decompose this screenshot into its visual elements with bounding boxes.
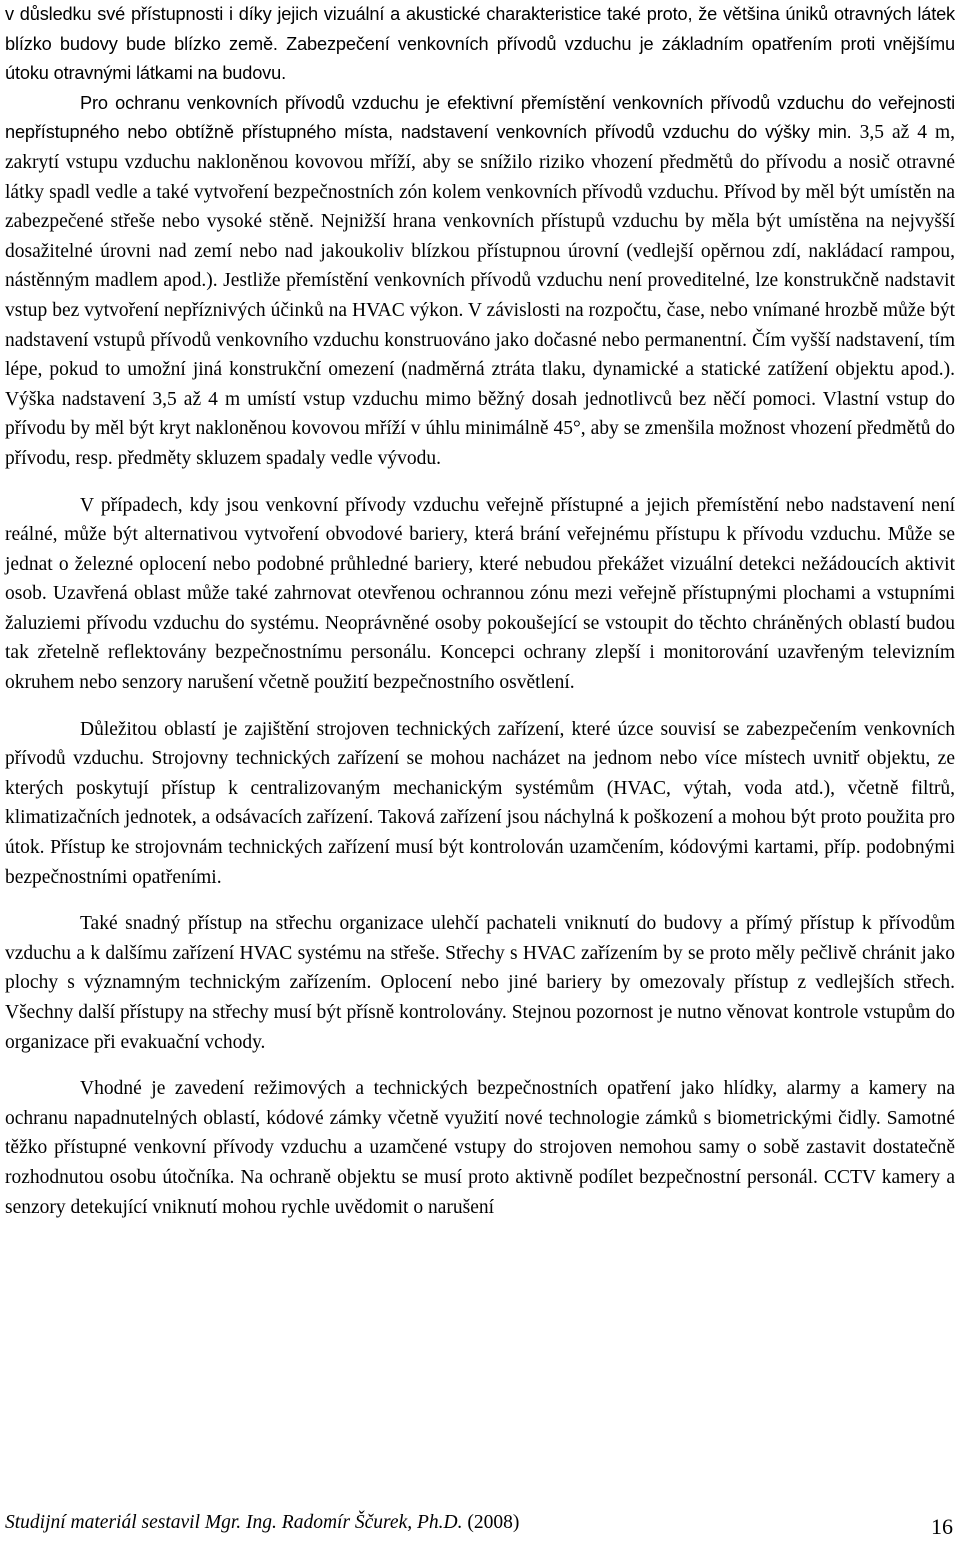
paragraph — [5, 909, 955, 1057]
paragraph-text: v důsledku své přístupnosti i díky jejich vizuální a akustické charakteristice také proto, že většina úniků otravných látek blízko budovy bude blízko země. Zabezpečení venkovních přívodů vzduchu je základním opatřením proti vnějšímu útoku otravnými látkami na budovu. — [5, 4, 955, 84]
paragraph-text: Také snadný přístup na střechu organizace ulehčí pachateli vniknutí do budovy a přímý přístup k přívodům vzduchu a k dalšímu zařízení HVAC systému na střeše. Střechy s HVAC zařízením by se proto měly pečlivě chránit jako plochy s významným technickým zařízením. Oplocení nebo jiné bariery by omezovaly přístup z vedlejších střech. Všechny další přístupy na střechy musí být přísně kontrolovány. Stejnou pozornost je nutno věnovat kontrole vstupům do organizace při evakuační vchody. — [5, 913, 955, 1053]
paragraph — [5, 89, 955, 474]
paragraph-text: Pro ochranu venkovních přívodů vzduchu je efektivní přemístění venkovních přívodů vzduchu do veřejnosti nepřístupného nebo obtížně přístupného místa, nadstavení venkovních přívodů vzduchu do výšky min. — [5, 92, 955, 143]
paragraph — [5, 715, 955, 893]
footer-year: (2008) — [467, 1512, 520, 1533]
footer-author-text: Studijní materiál sestavil Mgr. Ing. Radomír Ščurek, Ph.D. — [5, 1512, 463, 1533]
paragraph — [5, 1074, 955, 1222]
footer-author — [5, 1512, 519, 1534]
page-number: 16 — [931, 1514, 953, 1539]
body-text — [5, 0, 955, 1239]
document-page — [5, 0, 955, 1541]
paragraph-text: 3,5 až 4 m, zakrytí vstupu vzduchu nakloněnou kovovou mříží, aby se snížilo riziko vhození předmětů do přívodu a nosič otravné látky spadl vedle a také vytvoření bezpečnostních zón kolem venkovních přívodů vzduchu. Přívod by měl být umístěn na zabezpečené střeše nebo vysoké stěně. Nejnižší hrana venkovních přístupů vzduchu by měla být umístěna na nejvyšší dosažitelné úrovni nad zemí nebo nad jakoukoliv blízkou přístupnou úrovní (vedlejší opěrnou zdí, nakládací rampou, nástěnným madlem apod.). Jestliže přemístění venkovních přívodů vzduchu není proveditelné, lze konstrukčně nadstavit vstup bez vytvoření nepříznivých účinků na HVAC výkon. V závislosti na rozpočtu, čase, nebo vnímané hrozbě může být nadstavení vstupů přívodů venkovního vzduchu konstruováno jako dočasné nebo permanentní. Čím vyšší nadstavení, tím lépe, pokud to umožní jiná konstrukční omezení (nadměrná ztráta tlaku, dynamické a statické zatížení objektu apod.). Výška nadstavení 3,5 až 4 m umístí vstup vzduchu mimo běžný dosah jednotlivců bez něčí pomoci. Vlastní vstup do přívodu by měl být kryt nakloněnou kovovou mříží v úhlu minimálně 45°, aby se zmenšila možnost vhození předmětů do přívodu, resp. předměty skluzem spadaly vedle vývodu. — [5, 122, 955, 469]
paragraph — [5, 491, 955, 698]
paragraph-text: Důležitou oblastí je zajištění strojoven technických zařízení, které úzce souvisí se zabezpečením venkovních přívodů vzduchu. Strojovny technických zařízení se mohou nacházet na jednom nebo více místech uvnitř objektu, ze kterých poskytují přístup k centralizovaným mechanickým systémům (HVAC, výtah, voda atd.), včetně filtrů, klimatizačních jednotek, a odsávacích zařízení. Taková zařízení jsou náchylná k poškození a mohou být proto použita pro útok. Přístup ke strojovnám technických zařízení musí být kontrolován uzamčením, kódovými kartami, příp. podobnými bezpečnostními opatřeními. — [5, 718, 955, 888]
paragraph-text: V případech, kdy jsou venkovní přívody vzduchu veřejně přístupné a jejich přemístění nebo nadstavení není reálné, může být alternativou vytvoření obvodové bariery, která brání veřejnému přístupu k přívodu vzduchu. Může se jednat o železné oplocení nebo podobné průhledné bariery, které nebudou překážet vizuální detekci nežádoucích aktivit osob. Uzavřená oblast může také zahrnovat otevřenou ochrannou zónu mezi veřejně přístupnými plochami a vstupními žaluziemi přívodu vzduchu do systému. Neoprávněné osoby pokoušející se vstoupit do těchto chráněných oblastí budou tak zřetelně reflektovány bezpečnostnímu personálu. Koncepci ochrany zlepší i monitorování uzavřeným televizním okruhem nebo senzory narušení včetně použití bezpečnostního osvětlení. — [5, 494, 955, 694]
paragraph-text: Vhodné je zavedení režimových a technických bezpečnostních opatření jako hlídky, alarmy a kamery na ochranu napadnutelných oblastí, kódové zámky včetně využití nové technologie zámků s biometrickými čidly. Samotné těžko přístupné venkovní přívody vzduchu a uzamčené vstupy do strojoven nemohou samy o sobě zastavit dostatečně rozhodnutou osobu útočníka. Na ochraně objektu se musí proto aktivně podílet bezpečnostní personál. CCTV kamery a senzory detekující vniknutí mohou rychle uvědomit o narušení — [5, 1078, 955, 1218]
page-footer — [5, 1512, 955, 1540]
paragraph — [5, 0, 955, 89]
